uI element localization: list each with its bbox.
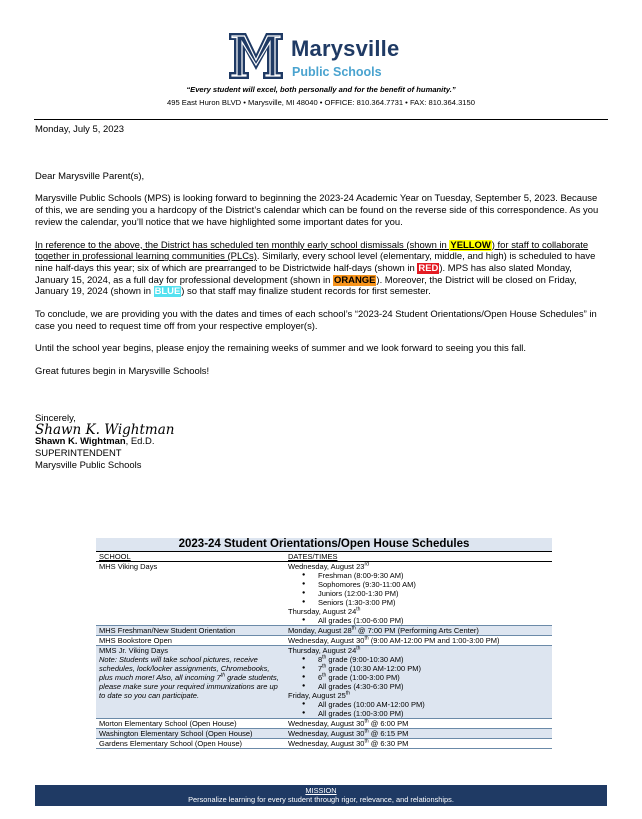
signer-org: Marysville Public Schools <box>35 459 142 471</box>
letter-body <box>35 124 605 471</box>
schedule-header-row <box>96 552 552 562</box>
table-row <box>96 562 552 626</box>
ordinal: th <box>364 728 369 735</box>
date-text: Thursday, August 24 <box>288 607 357 616</box>
date-line <box>288 646 549 655</box>
signer-title: SUPERINTENDENT <box>35 447 122 459</box>
ordinal: th <box>351 625 356 632</box>
mission-banner <box>35 785 607 806</box>
time-text: @ 6:30 PM <box>368 739 409 748</box>
times-cell <box>285 719 552 729</box>
school-note <box>99 655 282 700</box>
school-cell: Washington Elementary School (Open House) <box>96 729 285 739</box>
grade-number: 6 <box>318 673 323 682</box>
times-cell <box>285 626 552 636</box>
date-line <box>288 607 549 616</box>
table-row <box>96 719 552 729</box>
table-row <box>96 729 552 739</box>
ordinal: th <box>345 690 350 697</box>
mission-text: Personalize learning for every student through rigor, relevance, and relationships. <box>188 795 454 804</box>
ordinal: th <box>364 718 369 725</box>
list-item: ● Sophomores (9:30-11:00 AM) <box>318 580 549 589</box>
list-item: ● Juniors (12:00-1:30 PM) <box>318 589 549 598</box>
school-cell: MHS Viking Days <box>96 562 285 626</box>
ordinal: th <box>356 606 361 613</box>
brand-name: Marysville <box>291 36 400 61</box>
ordinal: th <box>356 645 361 652</box>
mission-title: MISSION <box>305 786 337 795</box>
grade-number: 7 <box>318 664 323 673</box>
time-text: @ 6:15 PM <box>368 729 409 738</box>
date-text: Wednesday, August 30 <box>288 636 365 645</box>
school-cell: Morton Elementary School (Open House) <box>96 719 285 729</box>
time-list <box>288 655 549 691</box>
p2-text-4: ). MPS has also slated Monday, January 15, 2024, as a full day for professional development (shown in <box>35 262 572 286</box>
p2-text-3: . Similarly, every school level (elementary, middle, and high) is scheduled to have nine half-days this year; six of which are prearranged to be Districtwide half-days (shown in <box>35 251 596 274</box>
times-cell <box>285 636 552 646</box>
list-item: ● All grades (1:00-3:00 PM) <box>318 709 549 718</box>
table-row <box>96 636 552 646</box>
closing: Sincerely, <box>35 412 76 424</box>
school-cell <box>96 646 285 719</box>
grade-number: 8 <box>318 655 323 664</box>
date-line <box>288 691 549 700</box>
col-school-header: SCHOOL <box>96 552 285 562</box>
signer-name <box>35 436 605 448</box>
school-cell: MHS Bookstore Open <box>96 636 285 646</box>
date-text: Wednesday, August 23 <box>288 562 365 571</box>
highlight-yellow: YELLOW <box>450 239 491 251</box>
times-cell <box>285 562 552 626</box>
date-text: Friday, August 25 <box>288 691 346 700</box>
paragraph-3: To conclude, we are providing you with the dates and times of each school’s “2023-24 Student Orientations/Open House Schedules” in case you need to request time off from your respective employer(s). <box>35 309 597 332</box>
time-list <box>288 616 549 625</box>
time-text: grade (10:30 AM-12:00 PM) <box>326 664 421 673</box>
school-cell: Gardens Elementary School (Open House) <box>96 739 285 749</box>
district-logo-icon <box>228 32 284 80</box>
letterhead <box>0 30 642 110</box>
schedule-table <box>96 538 552 749</box>
district-address: 495 East Huron BLVD • Marysville, MI 48040 • OFFICE: 810.364.7731 • FAX: 810.364.3150 <box>167 98 475 107</box>
paragraph-2 <box>35 240 605 299</box>
date-text: Monday, August 28 <box>288 626 352 635</box>
header-divider <box>34 119 608 120</box>
ordinal: th <box>364 635 369 642</box>
paragraph-5: Great futures begin in Marysville Schools! <box>35 366 210 378</box>
letter-date: Monday, July 5, 2023 <box>35 124 125 135</box>
time-text: @ 7:00 PM (Performing Arts Center) <box>355 626 479 635</box>
table-row <box>96 626 552 636</box>
time-text: @ 6:00 PM <box>368 719 409 728</box>
school-name: MMS Jr. Viking Days <box>99 646 169 655</box>
time-text: grade (9:00-10:30 AM) <box>326 655 404 664</box>
note-text: grade students, please make sure your required immunizations are up to date so you can participate. <box>99 673 279 700</box>
ordinal: th <box>220 672 226 679</box>
ordinal: th <box>322 672 327 679</box>
list-item <box>318 655 549 664</box>
salutation: Dear Marysville Parent(s), <box>35 170 145 182</box>
p2-text-2: ) for staff to collaborate together in professional learning communities (PLCs) <box>35 239 589 263</box>
brand-subtitle: Public Schools <box>292 65 382 79</box>
table-row <box>96 739 552 749</box>
signature: Shawn K. Wightman <box>35 421 175 438</box>
list-item: ● Freshman (8:00-9:30 AM) <box>318 571 549 580</box>
paragraph-4: Until the school year begins, please enjoy the remaining weeks of summer and we look forward to seeing you this fall. <box>35 343 527 355</box>
note-text: Note: Students will take school pictures, receive schedules, lock/locker assignments, Chromebooks, plus much more! Also, all incoming 7 <box>99 655 270 682</box>
signer-suffix: , Ed.D. <box>125 436 155 448</box>
date-text: Wednesday, August 30 <box>288 719 365 728</box>
signer-name-bold: Shawn K. Wightman <box>35 436 126 448</box>
list-item: ● All grades (1:00-6:00 PM) <box>318 616 549 625</box>
date-line <box>288 562 549 571</box>
times-cell <box>285 729 552 739</box>
list-item <box>318 664 549 673</box>
list-item: ● All grades (10:00 AM-12:00 PM) <box>318 700 549 709</box>
schedule-title: 2023-24 Student Orientations/Open House Schedules <box>96 538 552 552</box>
table-row <box>96 646 552 719</box>
ordinal: th <box>322 654 327 661</box>
time-text: grade (1:00-3:00 PM) <box>326 673 400 682</box>
date-text: Wednesday, August 30 <box>288 739 365 748</box>
highlight-red: RED <box>418 262 439 274</box>
times-cell <box>285 739 552 749</box>
p2-text-1: In reference to the above, the District has scheduled ten monthly early school dismissals (shown in <box>35 239 450 251</box>
time-list <box>288 700 549 718</box>
schedule-title-row <box>96 538 552 552</box>
highlight-orange: ORANGE <box>333 274 376 286</box>
highlight-blue: BLUE <box>154 286 181 298</box>
date-text: Thursday, August 24 <box>288 646 357 655</box>
ordinal: th <box>364 738 369 745</box>
ordinal: rd <box>364 561 369 568</box>
times-cell <box>285 646 552 719</box>
district-motto: “Every student will excel, both personally and for the benefit of humanity.” <box>186 85 456 94</box>
ordinal: th <box>322 663 327 670</box>
time-list <box>288 571 549 607</box>
list-item <box>318 673 549 682</box>
list-item: ● All grades (4:30-6:30 PM) <box>318 682 549 691</box>
list-item: ● Seniors (1:30-3:00 PM) <box>318 598 549 607</box>
p2-text-6: ) so that staff may finalize student records for first semester. <box>181 286 431 298</box>
time-text: (9:00 AM-12:00 PM and 1:00-3:00 PM) <box>368 636 500 645</box>
paragraph-1: Marysville Public Schools (MPS) is looking forward to beginning the 2023-24 Academic Year on Tuesday, September 5, 2023. Because of this, we are sending you a hardcopy of the District’s calendar which can be found on the reverse side of this correspondence. As you review the calendar, you’ll notice that we have highlighted some important dates for you. <box>35 193 599 228</box>
date-text: Wednesday, August 30 <box>288 729 365 738</box>
p2-text-5: ). Moreover, the District will be closed on Friday, January 19, 2024 (shown in <box>35 274 577 298</box>
school-cell: MHS Freshman/New Student Orientation <box>96 626 285 636</box>
col-times-header: DATES/TIMES <box>285 552 552 562</box>
